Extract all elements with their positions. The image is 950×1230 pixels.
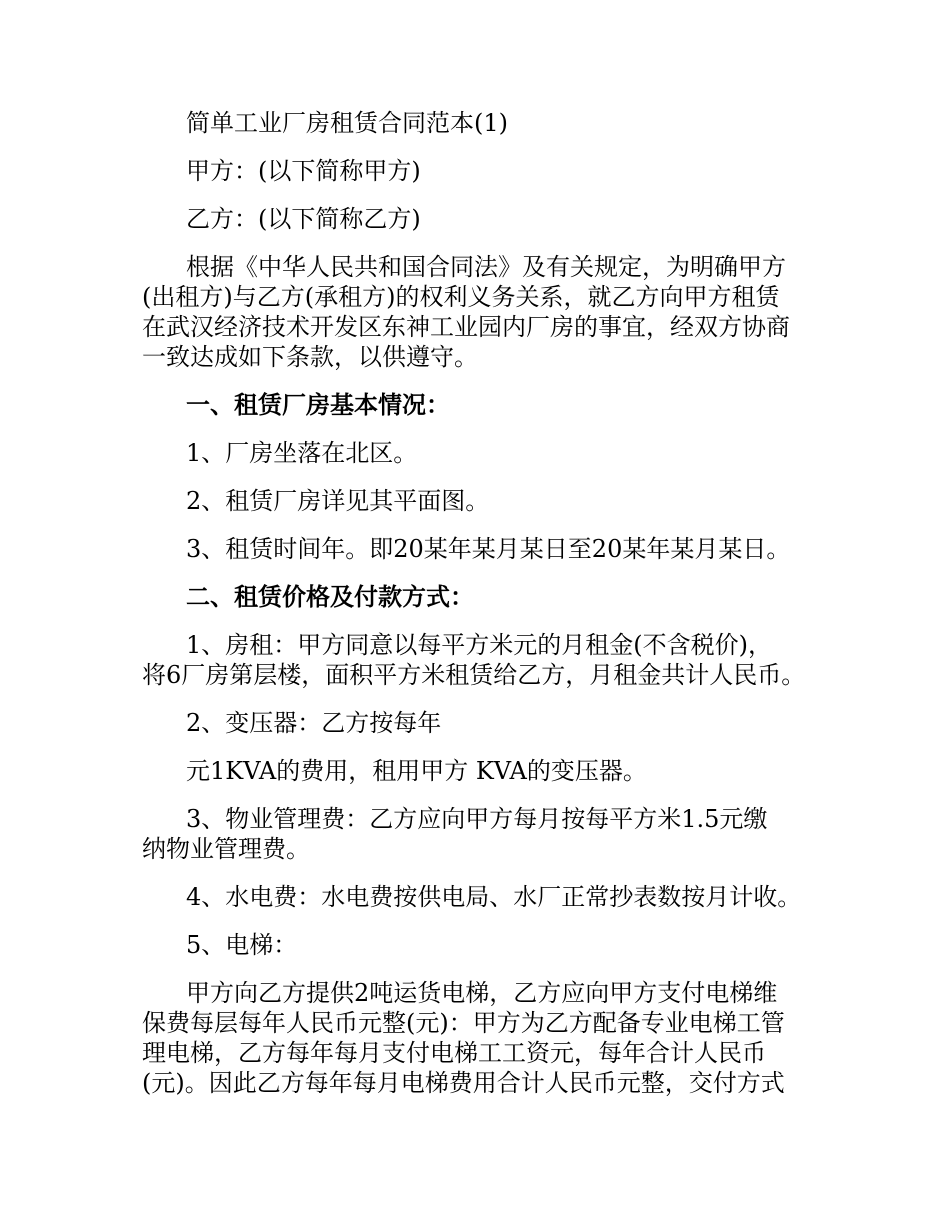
section-1-item-term: 3、租赁时间年。即20某年某月某日至20某年某月某日。 bbox=[186, 535, 791, 563]
section-2-heading: 二、租赁价格及付款方式： bbox=[186, 582, 474, 611]
party-a-line: 甲方：(以下简称甲方) bbox=[186, 157, 421, 185]
section-1-heading: 一、租赁厂房基本情况： bbox=[186, 390, 450, 419]
intro-paragraph bbox=[142, 252, 832, 372]
elevator-line: 甲方向乙方提供2吨运货电梯，乙方应向甲方支付电梯维 bbox=[186, 979, 778, 1007]
intro-line: (出租方)与乙方(承租方)的权利义务关系，就乙方向甲方租赁 bbox=[142, 283, 780, 311]
elevator-paragraph bbox=[142, 978, 832, 1098]
property-fee-line: 3、物业管理费：乙方应向甲方每月按每平方米1.5元缴 bbox=[186, 805, 768, 833]
property-fee-line: 纳物业管理费。 bbox=[142, 835, 310, 863]
transformer-line-2: 元1KVA的费用，租用甲方 KVA的变压器。 bbox=[186, 757, 647, 785]
property-fee-paragraph bbox=[142, 804, 832, 864]
section-1-item-floorplan: 2、租赁厂房详见其平面图。 bbox=[186, 487, 490, 515]
elevator-line: (元)。因此乙方每年每月电梯费用合计人民币元整，交付方式 bbox=[142, 1069, 785, 1097]
document-body bbox=[142, 108, 832, 1116]
rent-line: 将6厂房第层楼，面积平方米租赁给乙方，月租金共计人民币。 bbox=[142, 661, 806, 689]
rent-line: 1、房租：甲方同意以每平方米元的月租金(不含税价)， bbox=[186, 631, 772, 659]
elevator-heading: 5、电梯： bbox=[186, 931, 298, 959]
transformer-line-1: 2、变压器：乙方按每年 bbox=[186, 709, 442, 737]
document-title: 简单工业厂房租赁合同范本(1) bbox=[186, 109, 508, 137]
utilities-line: 4、水电费：水电费按供电局、水厂正常抄表数按月计收。 bbox=[186, 883, 802, 911]
intro-line: 一致达成如下条款，以供遵守。 bbox=[142, 343, 478, 371]
section-1-item-location: 1、厂房坐落在北区。 bbox=[186, 439, 418, 467]
rent-paragraph bbox=[142, 630, 832, 690]
party-b-line: 乙方：(以下简称乙方) bbox=[186, 205, 421, 233]
elevator-line: 保费每层每年人民币元整(元)：甲方为乙方配备专业电梯工管 bbox=[142, 1009, 785, 1037]
intro-line: 根据《中华人民共和国合同法》及有关规定，为明确甲方 bbox=[186, 253, 786, 281]
elevator-line: 理电梯，乙方每年每月支付电梯工工资元，每年合计人民币 bbox=[142, 1039, 766, 1067]
intro-line: 在武汉经济技术开发区东神工业园内厂房的事宜，经双方协商 bbox=[142, 313, 790, 341]
